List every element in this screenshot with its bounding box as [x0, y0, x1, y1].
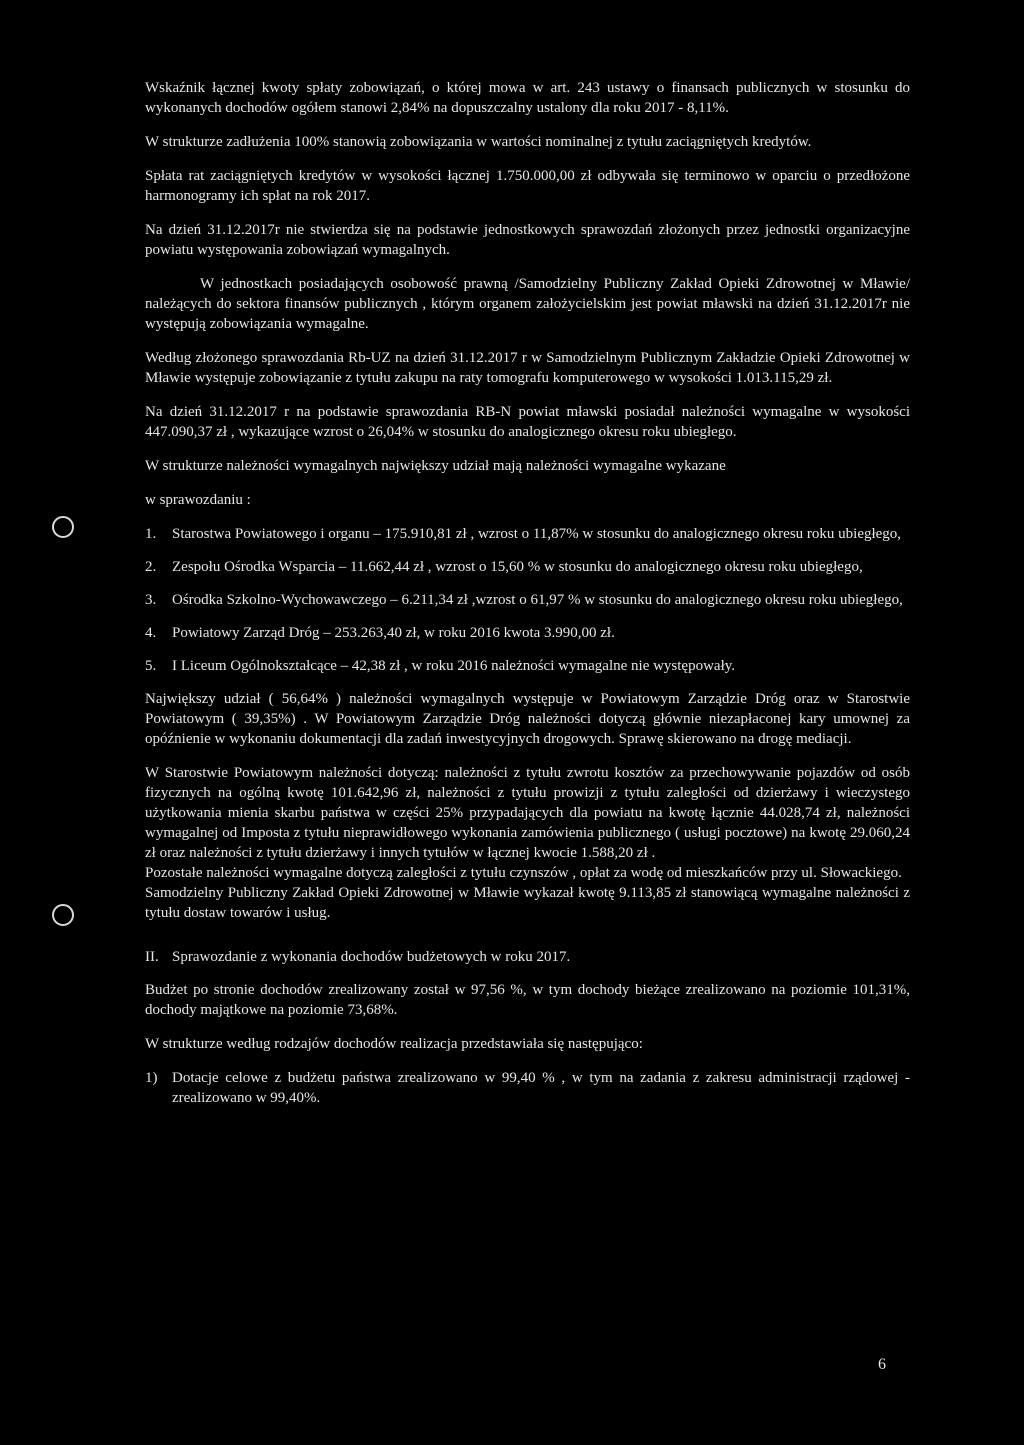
- income-list: [145, 1068, 910, 1108]
- paragraph-spzoz-receivables: Samodzielny Publiczny Zakład Opieki Zdrowotnej w Mławie wykazał kwotę 9.113,85 zł stanowiącą wymagalne należności z tytułu dostaw towarów i usług.: [145, 885, 910, 921]
- document-body: [145, 78, 910, 1121]
- section-number: II.: [145, 949, 159, 965]
- list-item-number: 2.: [145, 559, 157, 575]
- list-item-text: Dotacje celowe z budżetu państwa zrealizowano w 99,40 % , w tym na zadania z zakresu administracji rządowej - zrealizowano w 99,40%.: [172, 1070, 910, 1106]
- receivables-list: [145, 524, 910, 676]
- list-item: [145, 656, 910, 676]
- list-item-text: I Liceum Ogólnokształcące – 42,38 zł , w roku 2016 należności wymagalne nie występowały.: [172, 658, 736, 674]
- list-item-text: Starostwa Powiatowego i organu – 175.910,81 zł , wzrost o 11,87% w stosunku do analogicznego okresu roku ubiegłego,: [172, 526, 902, 542]
- paragraph-debt-structure: W strukturze zadłużenia 100% stanowią zobowiązania w wartości nominalnej z tytułu zaciągniętych kredytów.: [145, 134, 812, 150]
- paragraph-hospital-liabilities: W jednostkach posiadających osobowość prawną /Samodzielny Publiczny Zakład Opieki Zdrowotnej w Mławie/ należących do sektora finansów publicznych , którym organem założycielskim jest powiat mławski na dzień 31.12.2017r nie występują zobowiązania wymagalne.: [145, 276, 910, 332]
- list-item-number: 5.: [145, 658, 157, 674]
- section-heading: [145, 947, 910, 967]
- punch-hole-top: [52, 516, 74, 538]
- list-item: [145, 590, 910, 610]
- list-item: [145, 524, 910, 544]
- list-item-number: 1): [145, 1070, 158, 1086]
- punch-hole-bottom: [52, 904, 74, 926]
- paragraph-budget-income: Budżet po stronie dochodów zrealizowany został w 97,56 %, w tym dochody bieżące zrealizowano na poziomie 101,31%, dochody majątkowe na poziomie 73,68%.: [145, 982, 910, 1018]
- paragraph-loan-repayment: Spłata rat zaciągniętych kredytów w wysokości łącznej 1.750.000,00 zł odbywała się terminowo w oparciu o przedłożone harmonogramy ich spłat na rok 2017.: [145, 168, 910, 204]
- paragraph-receivables-structure: W strukturze należności wymagalnych największy udział mają należności wymagalne wykazane: [145, 458, 726, 474]
- list-item-text: Ośrodka Szkolno-Wychowawczego – 6.211,34 zł ,wzrost o 61,97 % w stosunku do analogicznego okresu roku ubiegłego,: [172, 592, 903, 608]
- paragraph-income-structure: W strukturze według rodzajów dochodów realizacja przedstawiała się następująco:: [145, 1036, 643, 1052]
- page-number: 6: [878, 1356, 886, 1373]
- paragraph-starostwo-receivables: W Starostwie Powiatowym należności dotyczą: należności z tytułu zwrotu kosztów za przechowywanie pojazdów od osób fizycznych na ogólną kwotę 101.642,96 zł, należności z tytułu prowizji z tytułu zaległości od dzierżawy i wieczystego użytkowania mienia skarbu państwa w części 25% przypadających dla powiatu na kwotę łącznie 44.028,74 zł, należności wymagalnej od Imposta z tytułu nieprawidłowego wykonania zamówienia publicznego ( usługi pocztowe) na kwotę 29.060,24 zł oraz należności z tytułu dzierżawy i innych tytułów w łącznej kwocie 1.588,20 zł .: [145, 765, 910, 861]
- list-item-text: Zespołu Ośrodka Wsparcia – 11.662,44 zł , wzrost o 15,60 % w stosunku do analogicznego okresu roku ubiegłego,: [172, 559, 863, 575]
- list-item: [145, 557, 910, 577]
- section-title: Sprawozdanie z wykonania dochodów budżetowych w roku 2017.: [172, 949, 571, 965]
- paragraph-rb-uz-report: Według złożonego sprawozdania Rb-UZ na dzień 31.12.2017 r w Samodzielnym Publicznym Zakładzie Opieki Zdrowotnej w Mławie występuje zobowiązanie z tytułu zakupu na raty tomografu komputerowego w wysokości 1.013.115,29 zł.: [145, 350, 910, 386]
- paragraph-other-receivables: Pozostałe należności wymagalne dotyczą zaległości z tytułu czynszów , opłat za wodę od mieszkańców przy ul. Słowackiego.: [145, 865, 902, 881]
- list-item-text: Powiatowy Zarząd Dróg – 253.263,40 zł, w roku 2016 kwota 3.990,00 zł.: [172, 625, 615, 641]
- list-item-number: 3.: [145, 592, 157, 608]
- paragraph-largest-share: Największy udział ( 56,64% ) należności wymagalnych występuje w Powiatowym Zarządzie Dróg oraz w Starostwie Powiatowym ( 39,35%) . W Powiatowym Zarządzie Dróg należności dotyczą głównie niezapłaconej kary umownej za opóźnienie w wykonaniu dokumentacji dla zadań inwestycyjnych drogowych. Sprawę skierowano na drogę mediacji.: [145, 691, 910, 747]
- paragraph-no-liabilities: Na dzień 31.12.2017r nie stwierdza się na podstawie jednostkowych sprawozdań złożonych przez jednostki organizacyjne powiatu występowania zobowiązań wymagalnych.: [145, 222, 910, 258]
- paragraph-debt-ratio: Wskaźnik łącznej kwoty spłaty zobowiązań, o której mowa w art. 243 ustawy o finansach publicznych w stosunku do wykonanych dochodów ogółem stanowi 2,84% na dopuszczalny ustalony dla roku 2017 - 8,11%.: [145, 80, 910, 116]
- paragraph-receivables: Na dzień 31.12.2017 r na podstawie sprawozdania RB-N powiat mławski posiadał należności wymagalne w wysokości 447.090,37 zł , wykazujące wzrost o 26,04% w stosunku do analogicznego okresu roku ubiegłego.: [145, 404, 910, 440]
- paragraph-in-report: w sprawozdaniu :: [145, 492, 251, 508]
- list-item-number: 1.: [145, 526, 157, 542]
- list-item-number: 4.: [145, 625, 157, 641]
- list-item: [145, 1068, 910, 1108]
- list-item: [145, 623, 910, 643]
